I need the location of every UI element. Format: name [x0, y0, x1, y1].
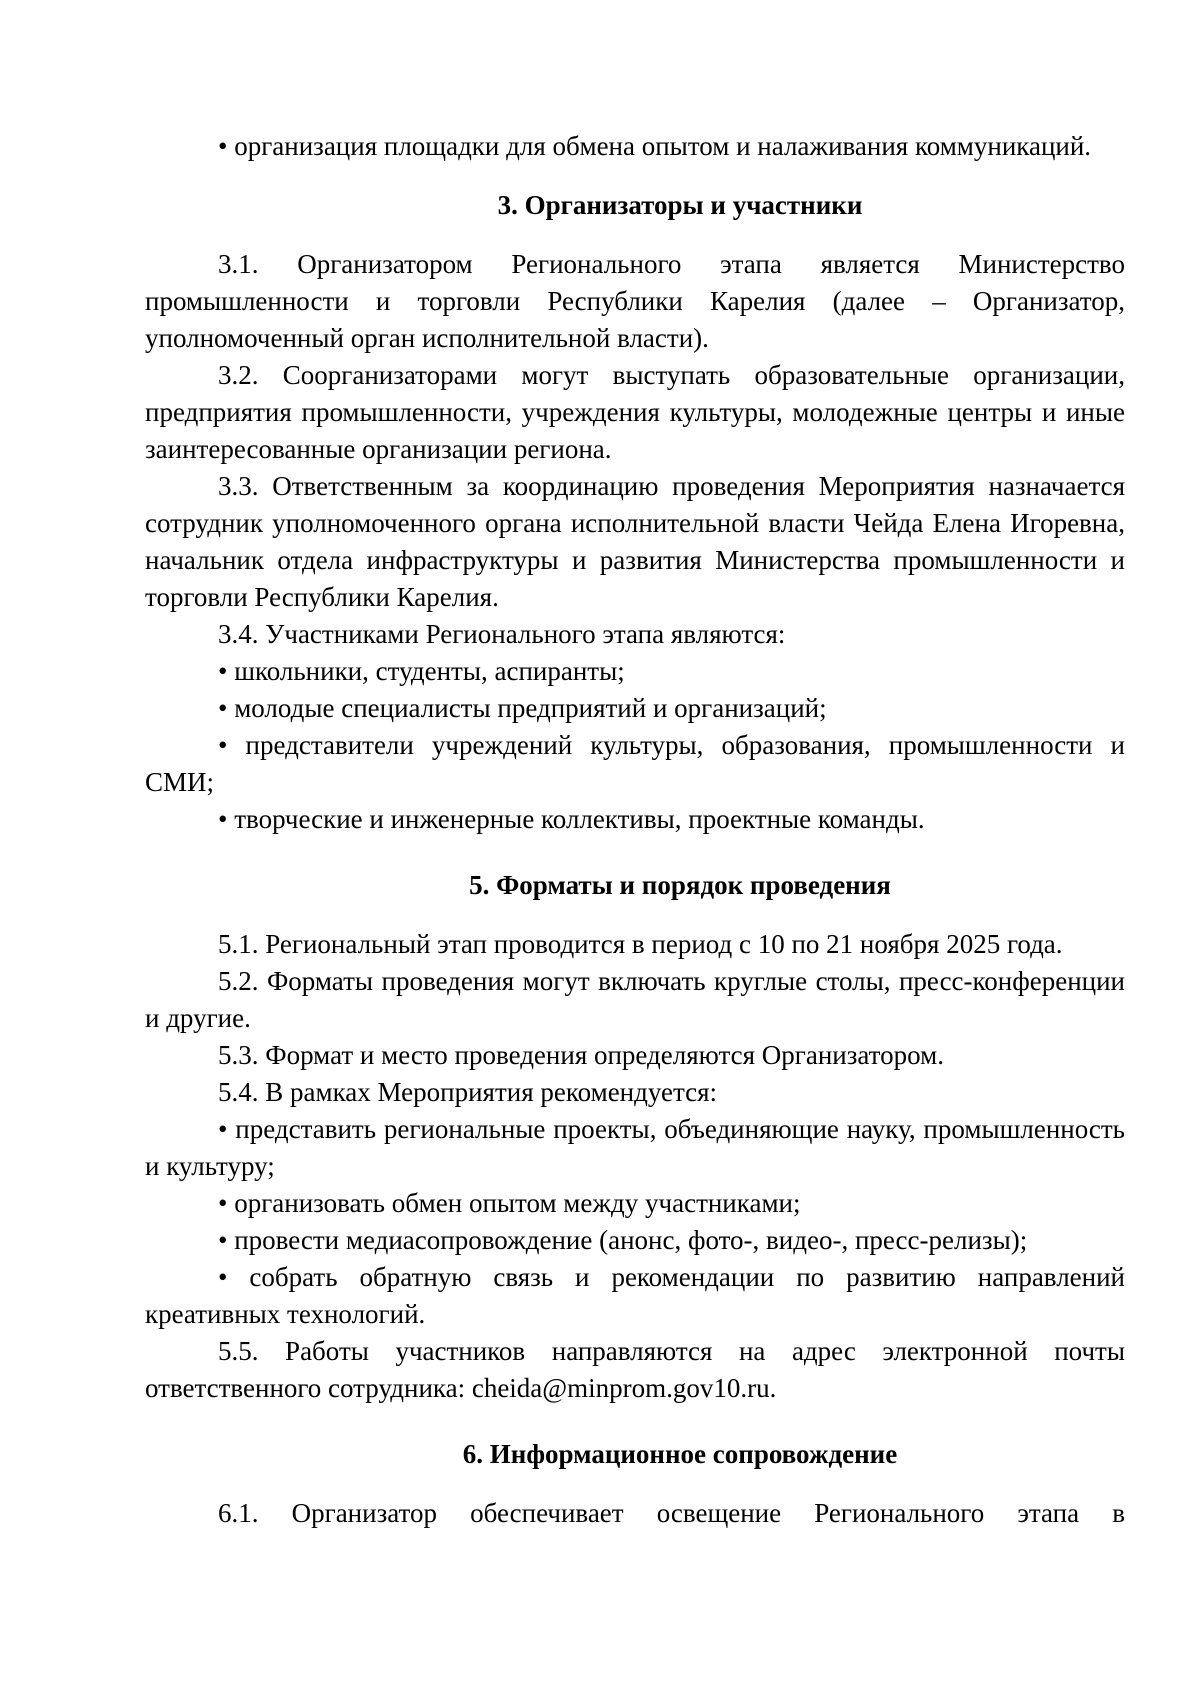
paragraph-5-1: 5.1. Региональный этап проводится в период с 10 по 21 ноября 2025 года. [218, 929, 1063, 959]
document-body [145, 128, 1125, 1532]
paragraph-3-1: 3.1. Организатором Регионального этапа является Министерство промышленности и торговли Республики Карелия (далее – Организатор, уполномоченный орган исполнительной власти). [145, 249, 1125, 353]
paragraph-3-2: 3.2. Соорганизаторами могут выступать образовательные организации, предприятия промышленности, учреждения культуры, молодежные центры и иные заинтересованные организации региона. [145, 360, 1125, 464]
section-5-heading: 5. Форматы и порядок проведения [469, 870, 891, 900]
intro-bullet: • организация площадки для обмена опытом и налаживания коммуникаций. [218, 131, 1092, 161]
section-6-heading: 6. Информационное сопровождение [462, 1439, 898, 1469]
recommendation-bullet: • организовать обмен опытом между участниками; [218, 1188, 801, 1218]
recommendation-bullet: • собрать обратную связь и рекомендации по развитию направлений креативных технологий. [145, 1262, 1125, 1329]
section-3-heading: 3. Организаторы и участники [497, 190, 863, 220]
paragraph-5-2: 5.2. Форматы проведения могут включать круглые столы, пресс-конференции и другие. [145, 966, 1125, 1033]
paragraph-6-1: 6.1. Организатор обеспечивает освещение Регионального этапа в [218, 1498, 1125, 1528]
participants-bullet: • молодые специалисты предприятий и организаций; [218, 693, 827, 723]
paragraph-5-4: 5.4. В рамках Мероприятия рекомендуется: [218, 1077, 718, 1107]
paragraph-3-4: 3.4. Участниками Регионального этапа являются: [218, 619, 786, 649]
participants-bullet: • представители учреждений культуры, образования, промышленности и СМИ; [145, 730, 1125, 797]
participants-bullet: • творческие и инженерные коллективы, проектные команды. [218, 804, 925, 834]
participants-bullet: • школьники, студенты, аспиранты; [218, 656, 625, 686]
paragraph-3-3: 3.3. Ответственным за координацию проведения Мероприятия назначается сотрудник уполномоченного органа исполнительной власти Чейда Елена Игоревна, начальник отдела инфраструктуры и развития Министерства промышленности и торговли Республики Карелия. [145, 471, 1125, 612]
recommendation-bullet: • провести медиасопровождение (анонс, фото-, видео-, пресс-релизы); [218, 1225, 1028, 1255]
paragraph-5-3: 5.3. Формат и место проведения определяются Организатором. [218, 1040, 944, 1070]
paragraph-5-5: 5.5. Работы участников направляются на адрес электронной почты ответственного сотрудника: cheida@minprom.gov10.ru. [145, 1336, 1125, 1403]
recommendation-bullet: • представить региональные проекты, объединяющие науку, промышленность и культуру; [145, 1114, 1125, 1181]
